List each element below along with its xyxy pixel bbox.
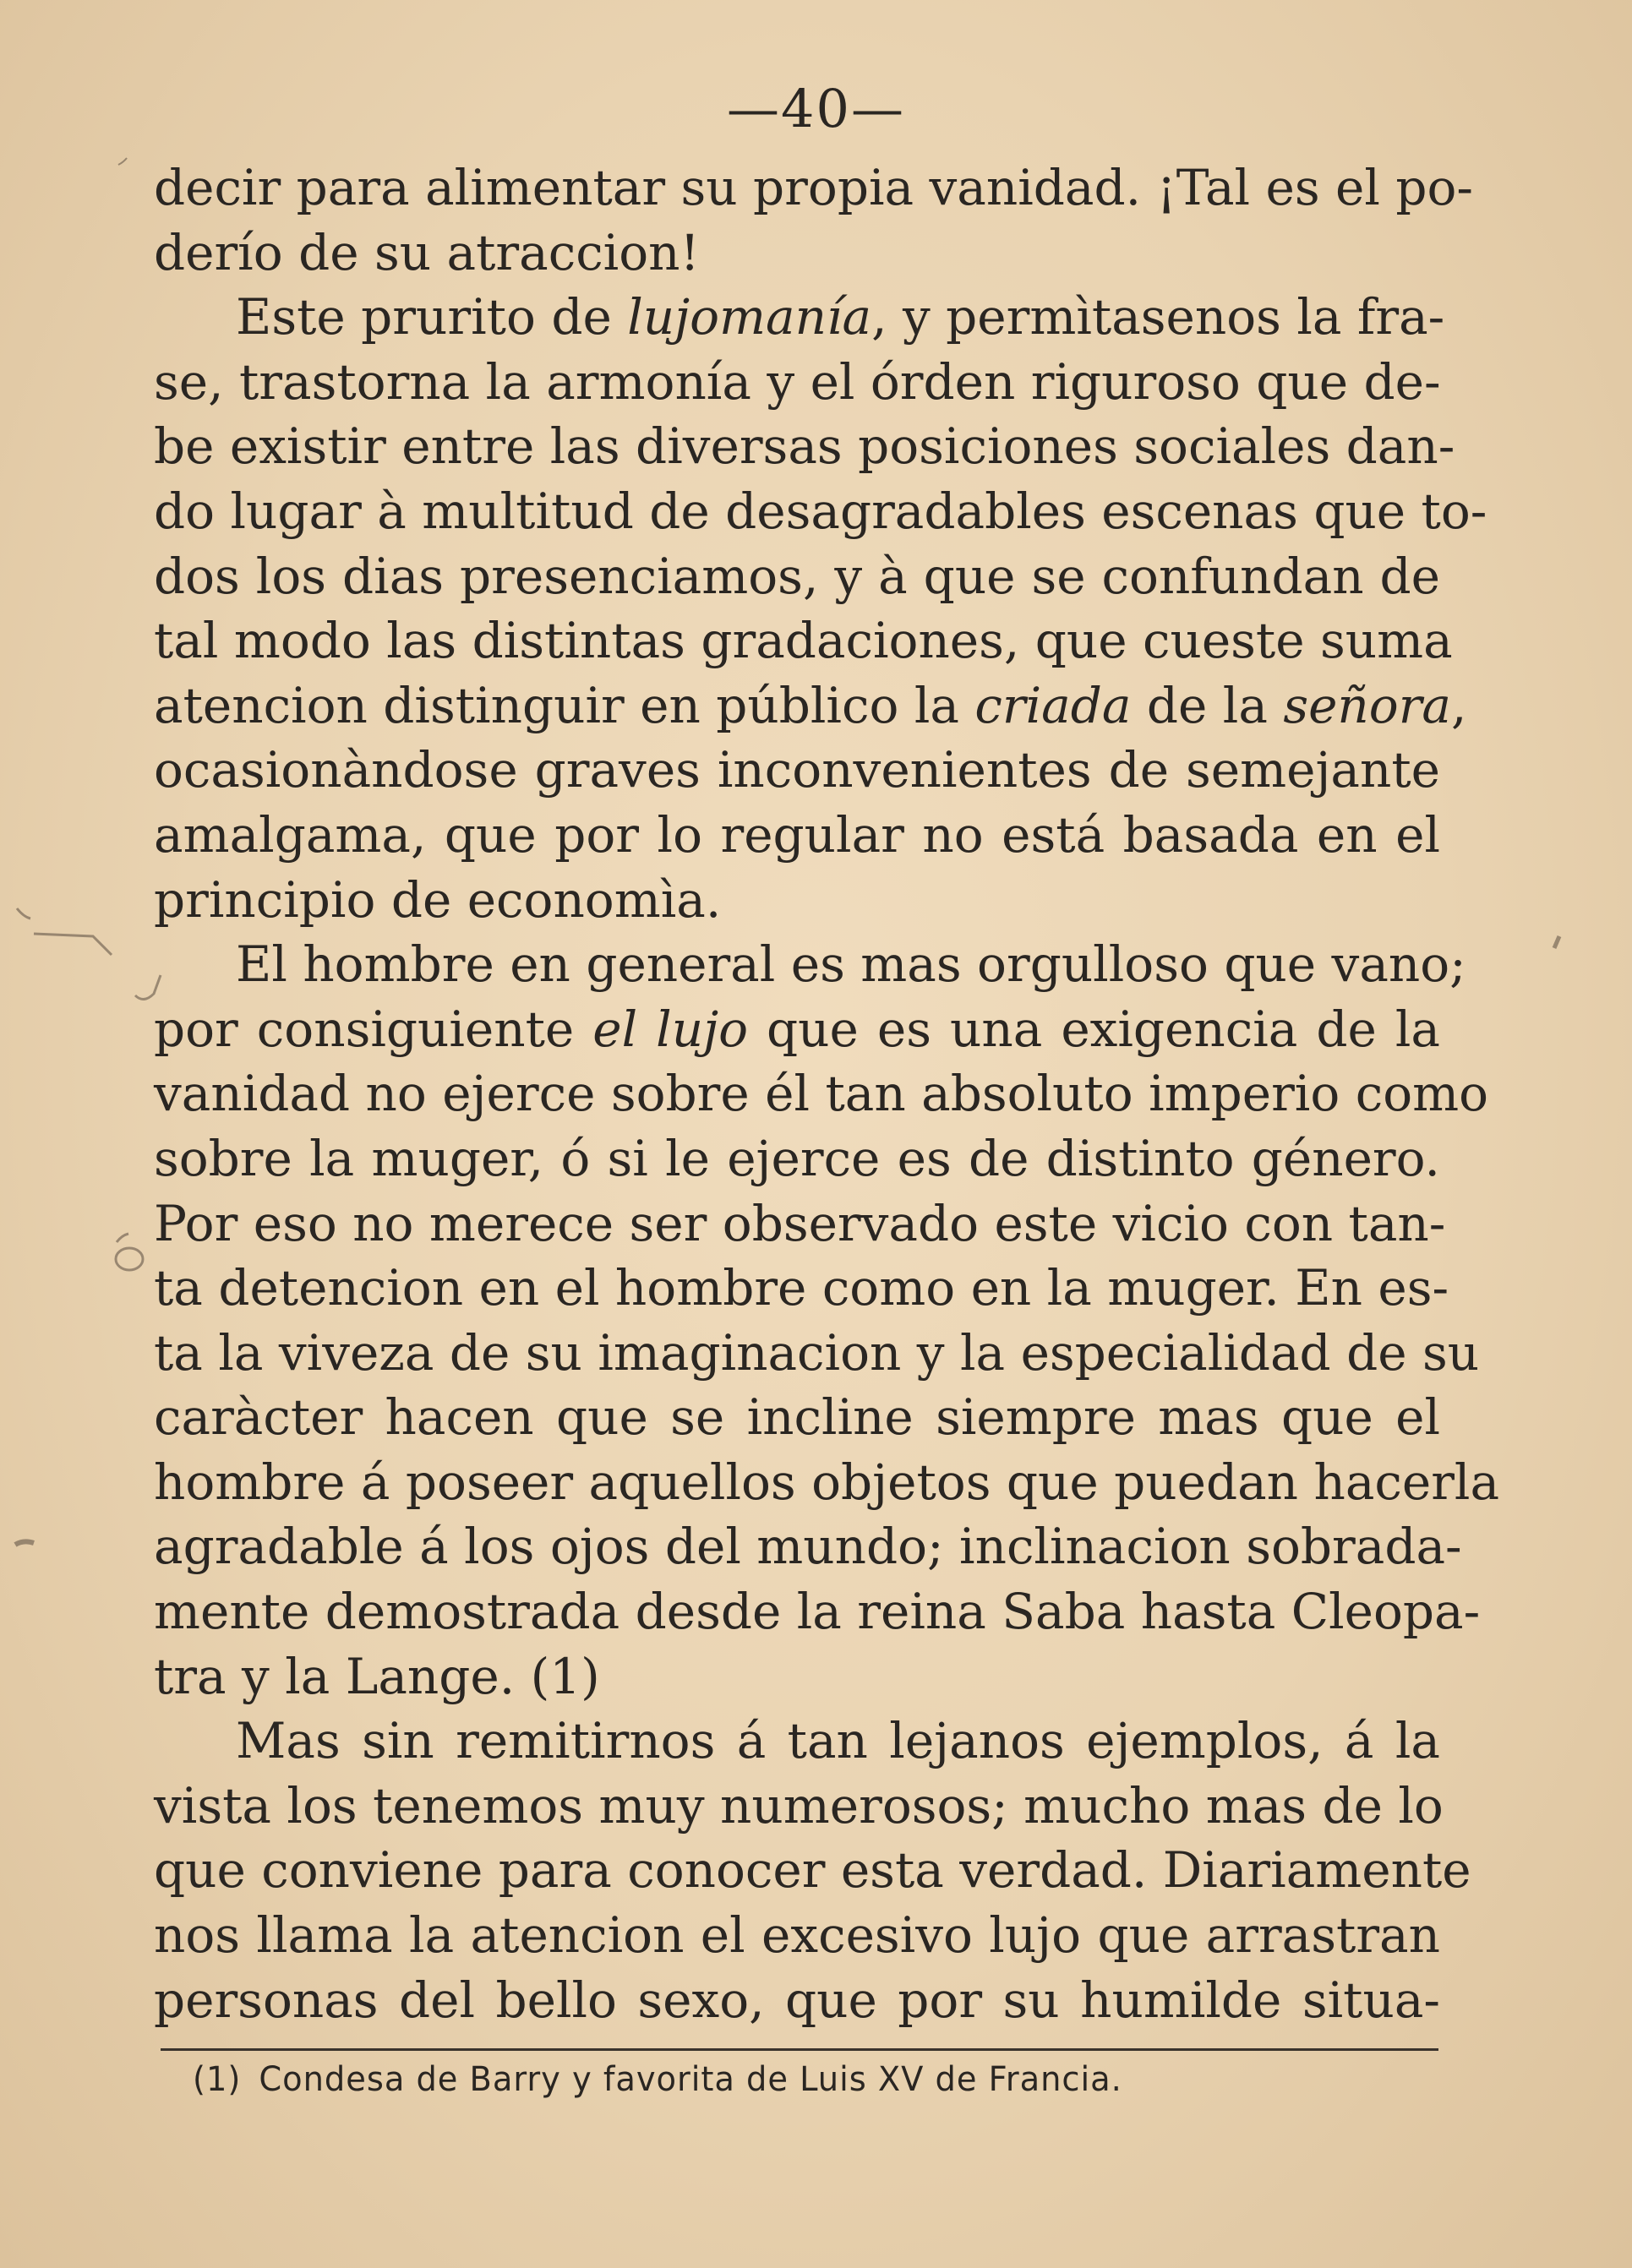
text-line: agradable á los ojos del mundo; inclinacion sobrada-	[154, 1518, 1462, 1576]
text-line: se, trastorna la armonía y el órden riguroso que de-	[154, 352, 1441, 411]
text-line: Mas sin remitirnos á tan lejanos ejemplos, á la	[236, 1712, 1440, 1770]
text-line: nos llama la atencion el excesivo lujo que arrastran	[154, 1906, 1440, 1965]
text-line: tal modo las distintas gradaciones, que cueste suma	[154, 612, 1453, 670]
text-line: mente demostrada desde la reina Saba hasta Cleopa-	[154, 1583, 1481, 1641]
text-line: Por eso no merece ser observado este vicio con tan-	[154, 1194, 1446, 1252]
text-line: caràcter hacen que se incline siempre mas que el	[154, 1388, 1440, 1447]
text-line: El hombre en general es mas orgulloso que vano;	[236, 935, 1466, 994]
text-line: ta la viveza de su imaginacion y la especialidad de su	[154, 1323, 1480, 1382]
text-line: vanidad no ejerce sobre él tan absoluto imperio como	[154, 1065, 1489, 1123]
text-line: Este prurito de lujomanía, y permìtasenos la fra-	[236, 288, 1445, 346]
footnote-marker: (1)	[193, 2060, 242, 2099]
text-line: be existir entre las diversas posiciones sociales dan-	[154, 417, 1455, 476]
footnote-text: Condesa de Barry y favorita de Luis XV de Francia.	[259, 2060, 1122, 2099]
text-line: que conviene para conocer esta verdad. Diariamente	[154, 1841, 1471, 1900]
text-line: vista los tenemos muy numerosos; mucho mas de lo	[154, 1776, 1444, 1835]
italic-word: señora	[1283, 676, 1451, 734]
body-text	[154, 155, 1500, 2032]
italic-word: lujomanía	[627, 288, 872, 346]
text-line: atencion distinguir en público la criada de la señora,	[154, 676, 1467, 734]
italic-word: el lujo	[592, 1000, 748, 1058]
text-line: sobre la muger, ó si le ejerce es de distinto género.	[154, 1129, 1440, 1187]
footnote	[193, 2060, 1122, 2099]
text-line: decir para alimentar su propia vanidad. ¡Tal es el po-	[154, 159, 1474, 216]
italic-word: criada	[974, 676, 1132, 734]
text-line: amalgama, que por lo regular no está basada en el	[154, 805, 1440, 864]
text-line: do lugar à multitud de desagradables escenas que to-	[154, 482, 1487, 540]
text-line: por consiguiente el lujo que es una exigencia de la	[154, 1000, 1441, 1058]
text-line: ocasionàndose graves inconvenientes de semejante	[154, 741, 1440, 799]
text-line: derío de su atraccion!	[154, 223, 700, 281]
text-line: dos los dias presenciamos, y à que se confundan de	[154, 547, 1440, 605]
text-line: tra y la Lange. (1)	[154, 1647, 600, 1705]
footnote-divider	[161, 2048, 1438, 2051]
text-line: personas del bello sexo, que por su humilde situa-	[154, 1971, 1440, 2029]
text-line: hombre á poseer aquellos objetos que puedan hacerla	[154, 1453, 1500, 1511]
text-line: principio de economìa.	[154, 870, 722, 929]
text-line: ta detencion en el hombre como en la muger. En es-	[154, 1259, 1449, 1317]
page-number: —40—	[727, 78, 905, 139]
